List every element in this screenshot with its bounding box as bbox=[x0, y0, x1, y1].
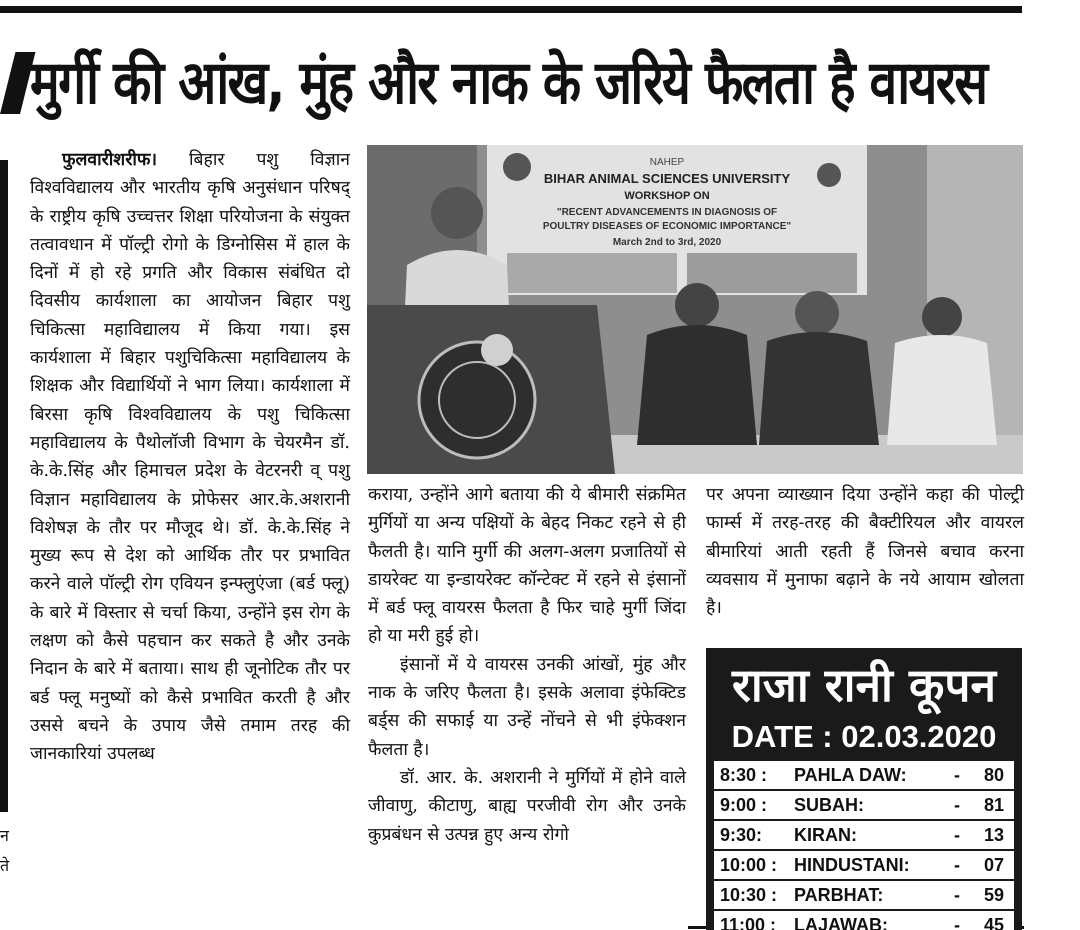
banner-line-2: WORKSHOP ON bbox=[624, 190, 710, 202]
coupon-value: 59 bbox=[983, 885, 1004, 905]
banner-line-4: POULTRY DISEASES OF ECONOMIC IMPORTANCE" bbox=[542, 221, 792, 232]
article-paragraph: डॉ. आर. के. अशरानी ने मुर्गियों में होने वाले जीवाणु, कीटाणु, बाह्य परजीवी रोग और उनके कुप्रबंधन से उत्पन्न हुए अन्य रोगो bbox=[368, 767, 686, 845]
person-4-head bbox=[922, 297, 962, 337]
person-3-body bbox=[759, 332, 879, 445]
coupon-dash: - bbox=[954, 915, 960, 930]
banner-line-1: BIHAR ANIMAL SCIENCES UNIVERSITY bbox=[543, 171, 791, 186]
coupon-value: 80 bbox=[983, 765, 1004, 785]
article-column-1 bbox=[30, 146, 350, 769]
article-paragraph: इंसानों में ये वायरस उनकी आंखों, मुंह और नाक के जरिए फैलता है। इसके अलावा इंफेक्टिड बर्ड्स की सफाई या उन्हें नोंचने से भी इंफेक्शन फैलता है। bbox=[368, 654, 686, 760]
person-4-body bbox=[887, 335, 997, 445]
article-paragraph: बिहार पशु विज्ञान विश्वविद्यालय और भारतीय कृषि अनुसंधान परिषद् के राष्ट्रीय कृषि उच्चत्तर शिक्षा परियोजना के संयुक्त तत्वावधान में पॉल्ट्री रोगो के डिग्नोसिस में हाल के दिनों में हो रहे प्रगति और विकास संबंधित दो दिवसीय कार्यशाला का आयोजन बिहार पशु चिकित्सा महाविद्यालय में किया गया। इस कार्यशाला में बिहार पशुचिकित्सा महाविद्यालय के शिक्षक और विद्यार्थियों ने भाग लिया। कार्यशाला में बिरसा कृषि विश्वविद्यालय के पशु चिकित्सा महाविद्यालय के पैथोलॉजी विभाग के चेयरमैन डॉ. के.के.सिंह और हिमाचल प्रदेश के वेटरनरी व् पशु विज्ञान महाविद्यालय के प्रोफेसर आर.के.अशरानी विशेषज्ञ के तौर पर मौजूद थे। डॉ. के.के.सिंह ने मुख्य रूप से देश को आर्थिक तौर पर प्रभावित करने वाले पॉल्ट्री रोग एवियन इन्फ्लुएंजा (बर्ड फ्लू) के बारे में विस्तार से चर्चा किया, उन्होंने इस रोग के लक्षण को कैसे पहचान कर सकते है और उनके निदान के बारे में बताया। साथ ही जूनोटिक तौर पर बर्ड फ्लू मनुष्यों को कैसे प्रभावित करती है और उससे बचने के उपाय जैसे तमाम तरह की जानकारियां उपलब्ध bbox=[30, 150, 350, 765]
edge-text-2: ते bbox=[0, 856, 10, 875]
coupon-value: 07 bbox=[983, 855, 1004, 875]
coupon-dash: - bbox=[954, 825, 960, 845]
coupon-row bbox=[714, 821, 1014, 849]
coupon-value: 81 bbox=[983, 795, 1004, 815]
left-edge-bar-lower bbox=[0, 300, 8, 812]
person-3-head bbox=[795, 291, 839, 335]
top-rule bbox=[0, 6, 1022, 13]
podium-emblem bbox=[419, 342, 535, 458]
coupon-name: PAHLA DAW: bbox=[794, 765, 907, 785]
coupon-table bbox=[714, 761, 1014, 930]
left-edge-bar bbox=[0, 160, 8, 300]
coupon-name: KIRAN: bbox=[794, 825, 857, 845]
coupon-value: 13 bbox=[983, 825, 1004, 845]
coupon-time: 9:00 : bbox=[720, 795, 768, 815]
coupon-time: 11:00 : bbox=[720, 915, 777, 930]
coupon-dash: - bbox=[954, 765, 960, 785]
coupon-name: PARBHAT: bbox=[794, 885, 884, 905]
person-2-body bbox=[637, 325, 757, 445]
coupon-name: LAJAWAB: bbox=[794, 915, 888, 930]
raja-rani-coupon-box bbox=[706, 648, 1022, 930]
coupon-name: HINDUSTANI: bbox=[794, 855, 910, 875]
article-paragraph: पर अपना व्याख्यान दिया उन्होंने कहा की पोल्ट्री फार्म्स में तरह-तरह की बैक्टीरियल और वायरल बीमारियां आती रहती हैं जिनसे बचाव करना व्यवसाय में मुनाफा बढ़ाने के नये आयाम खोलता है। bbox=[706, 485, 1024, 619]
coupon-time: 10:30 : bbox=[720, 885, 778, 905]
event-photo bbox=[367, 145, 1023, 474]
coupon-row bbox=[714, 761, 1014, 789]
coupon-title: राजा रानी कूपन bbox=[732, 658, 996, 712]
coupon-time: 10:00 : bbox=[720, 855, 778, 875]
coupon-row bbox=[714, 791, 1014, 819]
coupon-dash: - bbox=[954, 885, 960, 905]
banner-logo-text: NAHEP bbox=[649, 157, 685, 168]
coupon-time: 9:30: bbox=[720, 825, 763, 845]
person-2-head bbox=[675, 283, 719, 327]
edge-text-1: न bbox=[0, 826, 9, 845]
coupon-row bbox=[714, 851, 1014, 879]
banner-logo-right bbox=[817, 163, 841, 187]
coupon-value: 45 bbox=[983, 915, 1004, 930]
coupon-time: 8:30 : bbox=[720, 765, 768, 785]
article-paragraph: कराया, उन्होंने आगे बताया की ये बीमारी संक्रमित मुर्गियों या अन्य पक्षियों के बेहद निकट रहने से ही फैलती है। यानि मुर्गी की अलग-अलग प्रजातियों से डायरेक्ट या इन्डायरेक्ट कॉन्टेक्ट में रहने से इंसानों में बर्ड फ्लू वायरस फैलता है फिर चाहे मुर्गी जिंदा हो या मरी हुई हो। bbox=[368, 485, 686, 647]
coupon-dash: - bbox=[954, 855, 960, 875]
article-column-3 bbox=[706, 481, 1024, 622]
coupon-name: SUBAH: bbox=[794, 795, 864, 815]
banner-logo-left bbox=[503, 153, 531, 181]
photo-illustration bbox=[367, 145, 1023, 474]
coupon-date: DATE : 02.03.2020 bbox=[731, 719, 997, 754]
speaker-head bbox=[431, 187, 483, 239]
banner-line-3: "RECENT ADVANCEMENTS IN DIAGNOSIS OF bbox=[556, 207, 778, 218]
coupon-row bbox=[714, 881, 1014, 909]
banner-line-5: March 2nd to 3rd, 2020 bbox=[612, 237, 722, 248]
article-column-2 bbox=[368, 481, 686, 849]
dateline: फुलवारीशरीफ। bbox=[62, 150, 158, 170]
headline: मुर्गी की आंख, मुंह और नाक के जरिये फैलता है वायरस bbox=[30, 48, 987, 118]
coupon-row bbox=[714, 911, 1014, 930]
coupon-dash: - bbox=[954, 795, 960, 815]
